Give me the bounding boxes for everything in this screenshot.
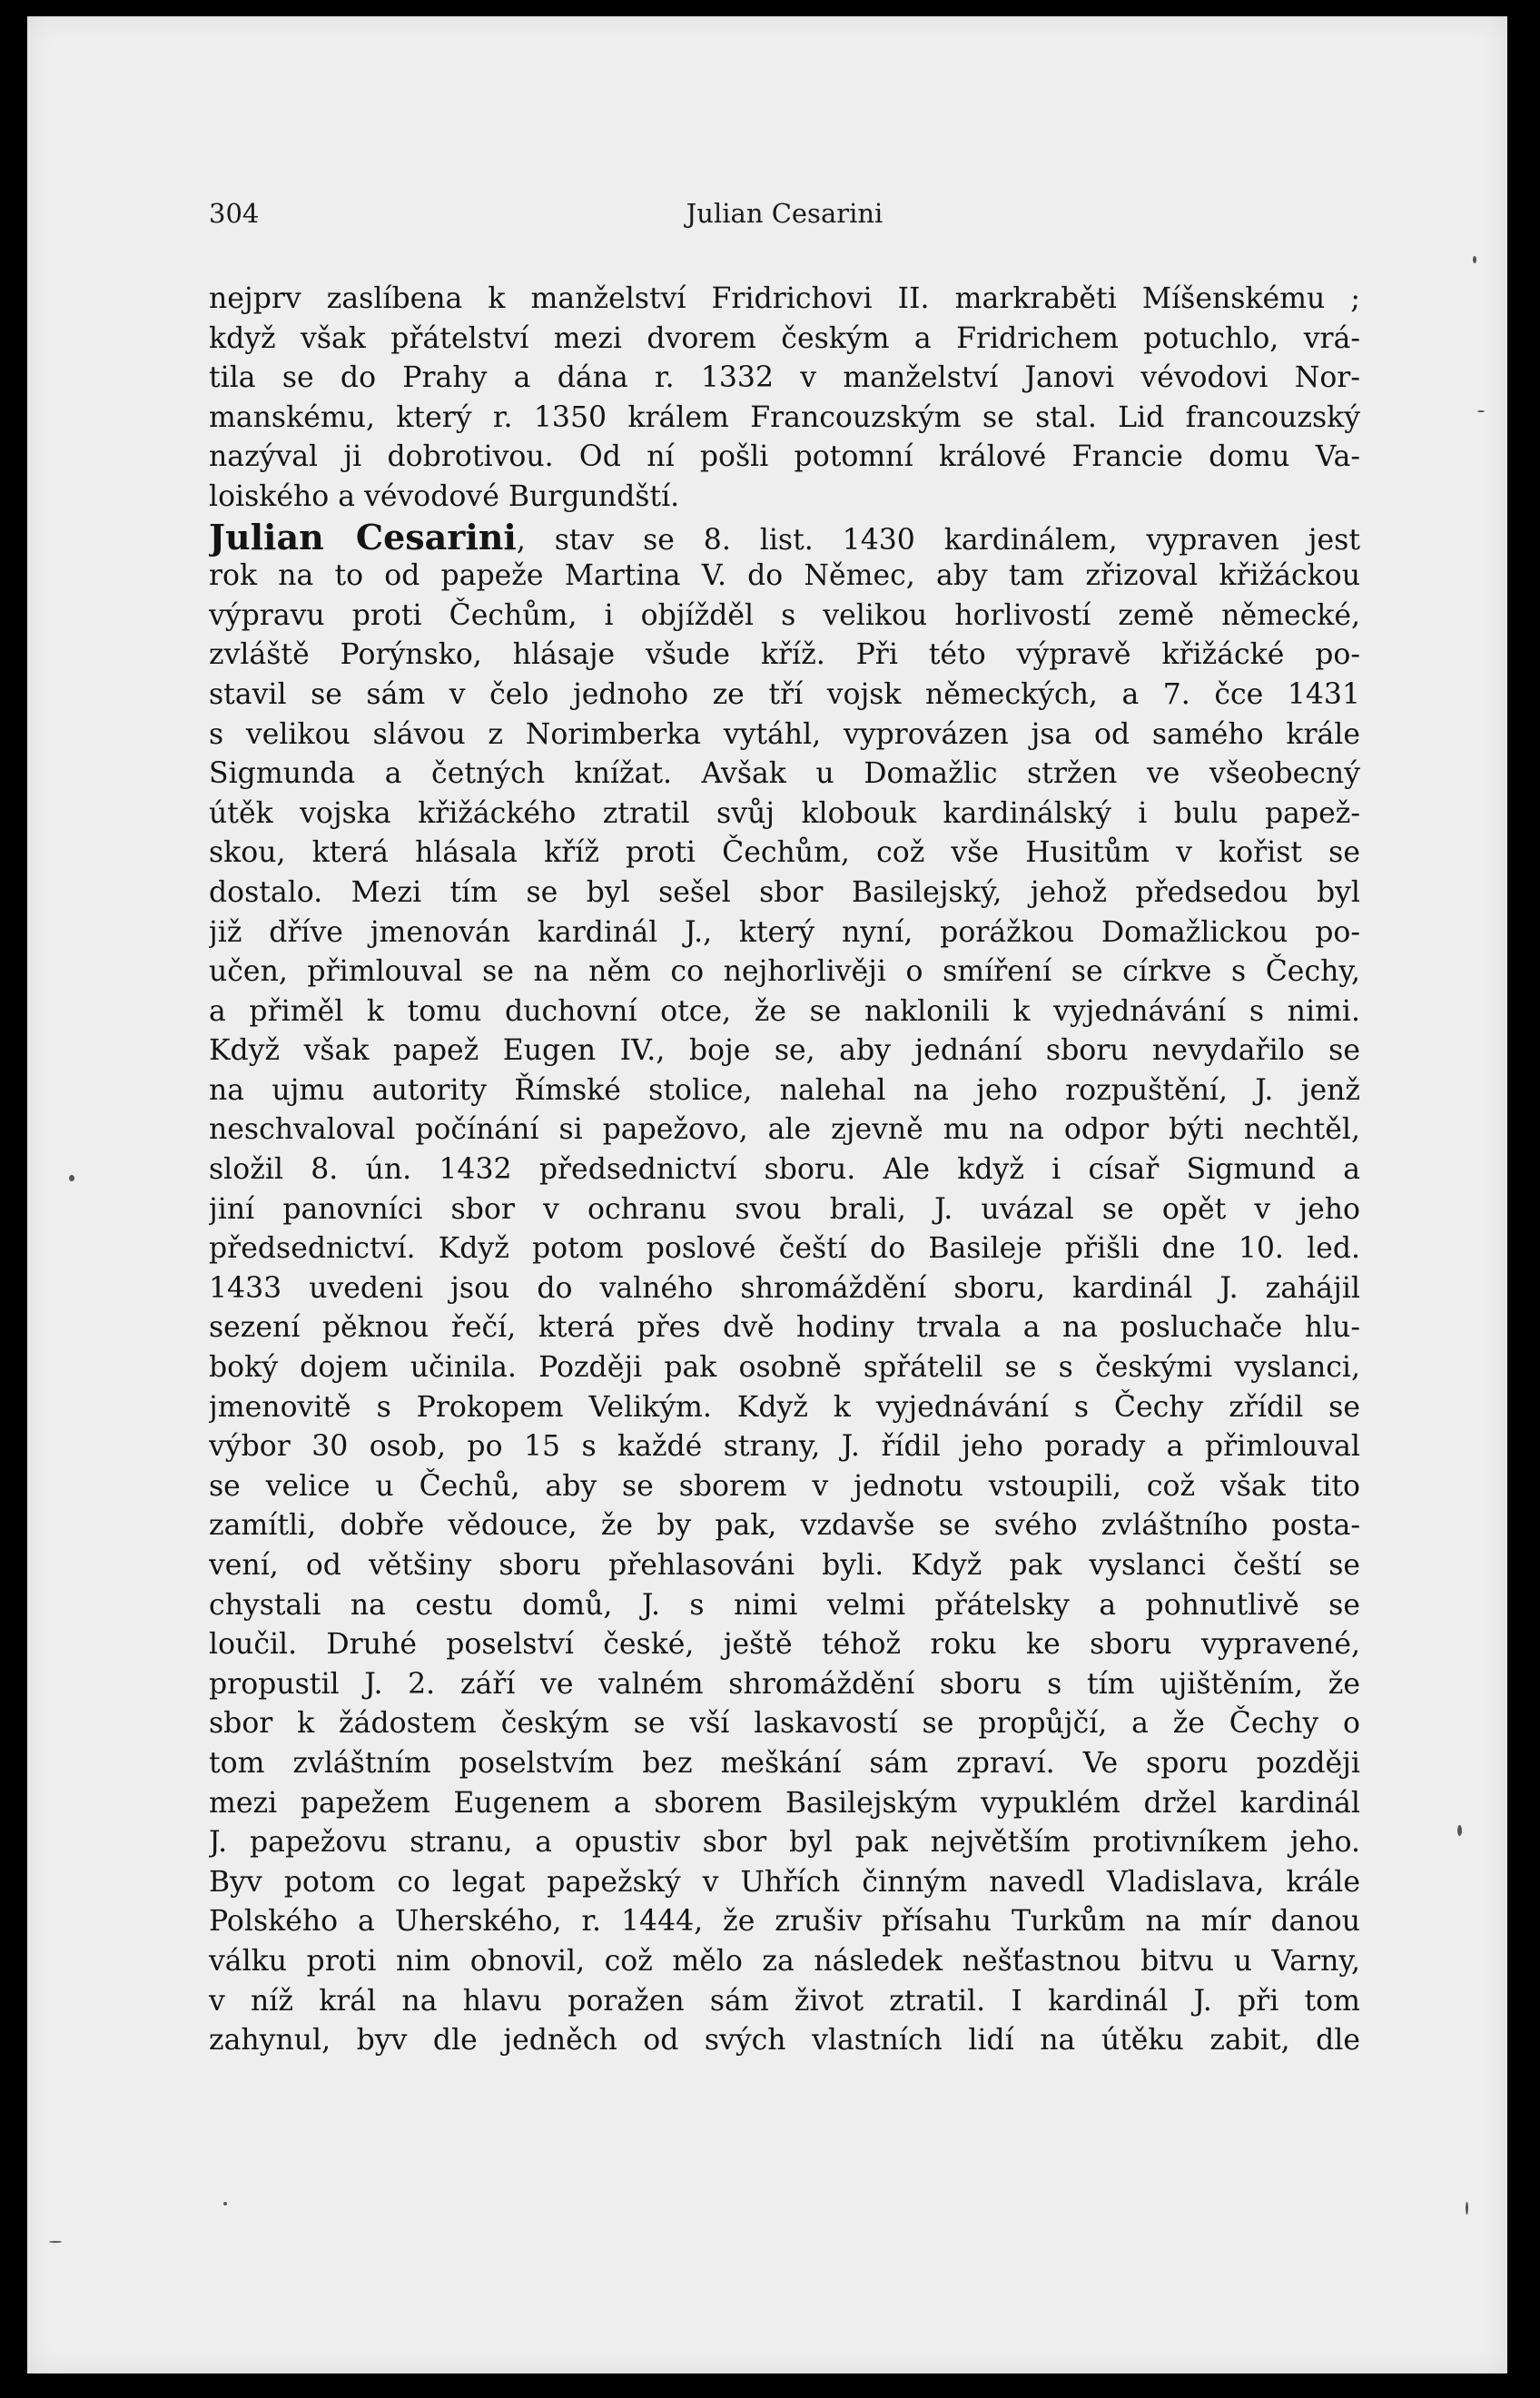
body-text (209, 280, 1360, 2061)
entry-heading: Julian Cesarini (209, 517, 517, 558)
text-line: loiského a vévodové Burgundští. (209, 479, 680, 513)
text-line: sezení pěknou řečí, která přes dvě hodiny trvala a na posluchače hlu- (209, 1311, 1360, 1345)
text-line: neschvaloval počínání si papežovo, ale zjevně mu na odpor býti nechtěl, (209, 1113, 1360, 1147)
text-line: Když však papež Eugen IV., boje se, aby jednání sboru nevydařilo se (209, 1034, 1360, 1068)
text-line: v níž král na hlavu poražen sám život ztratil. I kardinál J. při tom (209, 1984, 1360, 2018)
text-line: na ujmu autority Římské stolice, nalehal na jeho rozpuštění, J. jenž (209, 1073, 1360, 1107)
text-line: učen, přimlouval se na něm co nejhorlivěji o smíření se církve s Čechy, (209, 955, 1360, 989)
text-line: Polského a Uherského, r. 1444, že zrušiv přísahu Turkům na mír danou (209, 1905, 1360, 1939)
text-line: zamítli, dobře vědouce, že by pak, vzdavše se svého zvláštního posta- (209, 1509, 1360, 1543)
scan-speck (223, 2202, 227, 2206)
scan-speck (1473, 256, 1476, 263)
text-line: tila se do Prahy a dána r. 1332 v manželství Janovi vévodovi Nor- (209, 361, 1360, 395)
text-line: válku proti nim obnovil, což mělo za následek nešťastnou bitvu u Varny, (209, 1944, 1360, 1978)
text-line: stavil se sám v čelo jednoho ze tří vojsk německých, a 7. čce 1431 (209, 677, 1360, 711)
text-line: předsednictví. Když potom poslové čeští do Basileje přišli dne 10. led. (209, 1232, 1360, 1266)
text-line (209, 518, 1360, 558)
scan-speck (1457, 1825, 1462, 1836)
text-line: boký dojem učinila. Později pak osobně spřátelil se s českými vyslanci, (209, 1351, 1360, 1385)
text-line: Sigmunda a četných knížat. Avšak u Domažlic stržen ve všeobecný (209, 757, 1360, 791)
text-line: a přiměl k tomu duchovní otce, že se naklonili k vyjednávání s nimi. (209, 994, 1360, 1028)
text-line: útěk vojska křižáckého ztratil svůj klobouk kardinálský i bulu papež- (209, 796, 1360, 830)
scan-speck (1477, 410, 1485, 412)
text-line: Byv potom co legat papežský v Uhřích činným navedl Vladislava, krále (209, 1865, 1360, 1899)
text-line: 1433 uvedeni jsou do valného shromáždění sboru, kardinál J. zahájil (209, 1271, 1360, 1305)
text-line: jmenovitě s Prokopem Velikým. Když k vyjednávání s Čechy zřídil se (209, 1390, 1360, 1424)
text-line: chystali na cestu domů, J. s nimi velmi přátelsky a pohnutlivě se (209, 1588, 1360, 1622)
entry-heading-rest: , stav se 8. list. 1430 kardinálem, vypraven jest (516, 523, 1360, 557)
text-line: loučil. Druhé poselství české, ještě téhož roku ke sboru vypravené, (209, 1628, 1360, 1662)
text-line: J. papežovu stranu, a opustiv sbor byl pak největším protivníkem jeho. (209, 1826, 1360, 1860)
text-line: s velikou slávou z Norimberka vytáhl, vyprovázen jsa od samého krále (209, 717, 1360, 751)
book-page (27, 16, 1507, 2373)
text-line: složil 8. ún. 1432 předsednictví sboru. Ale když i císař Sigmund a (209, 1153, 1360, 1187)
text-line: nejprv zaslíbena k manželství Fridrichovi II. markraběti Míšenskému ; (209, 282, 1360, 315)
text-line: zahynul, byv dle jedněch od svých vlastních lidí na útěku zabit, dle (209, 2024, 1360, 2058)
text-line: tom zvláštním poselstvím bez meškání sám zpraví. Ve sporu později (209, 1746, 1360, 1780)
page-number: 304 (209, 198, 260, 229)
text-line: dostalo. Mezi tím se byl sešel sbor Basilejský, jehož předsedou byl (209, 875, 1360, 909)
running-title: Julian Cesarini (686, 198, 884, 229)
text-line: vení, od většiny sboru přehlasováni byli. Když pak vyslanci čeští se (209, 1549, 1360, 1582)
text-line: sbor k žádostem českým se vší laskavostí se propůjčí, a že Čechy o (209, 1707, 1360, 1741)
page-header (209, 198, 1360, 243)
text-line: propustil J. 2. září ve valném shromáždění sboru s tím ujištěním, že (209, 1667, 1360, 1701)
text-line: výpravu proti Čechům, i objížděl s velikou horlivostí země německé, (209, 598, 1360, 632)
scan-speck (69, 1175, 74, 1181)
text-line: nazýval ji dobrotivou. Od ní pošli potomní králové Francie domu Va- (209, 440, 1360, 474)
text-line: již dříve jmenován kardinál J., který nyní, porážkou Domažlickou po- (209, 915, 1360, 949)
text-line: když však přátelství mezi dvorem českým a Fridrichem potuchlo, vrá- (209, 321, 1360, 355)
text-line: skou, která hlásala kříž proti Čechům, což vše Husitům v kořist se (209, 836, 1360, 870)
text-line: výbor 30 osob, po 15 s každé strany, J. řídil jeho porady a přimlouval (209, 1430, 1360, 1464)
text-line: mezi papežem Eugenem a sborem Basilejským vypuklém držel kardinál (209, 1786, 1360, 1820)
text-line: manskému, který r. 1350 králem Francouzským se stal. Lid francouzský (209, 400, 1360, 434)
text-line: rok na to od papeže Martina V. do Němec, aby tam zřizoval křižáckou (209, 559, 1360, 593)
text-line: jiní panovníci sbor v ochranu svou brali, J. uvázal se opět v jeho (209, 1192, 1360, 1226)
scan-speck (49, 2241, 62, 2243)
text-line: se velice u Čechů, aby se sborem v jednotu vstoupili, což však tito (209, 1469, 1360, 1503)
scan-speck (1466, 2202, 1468, 2215)
text-line: zvláště Porýnsko, hlásaje všude kříž. Při této výpravě křižácké po- (209, 638, 1360, 672)
